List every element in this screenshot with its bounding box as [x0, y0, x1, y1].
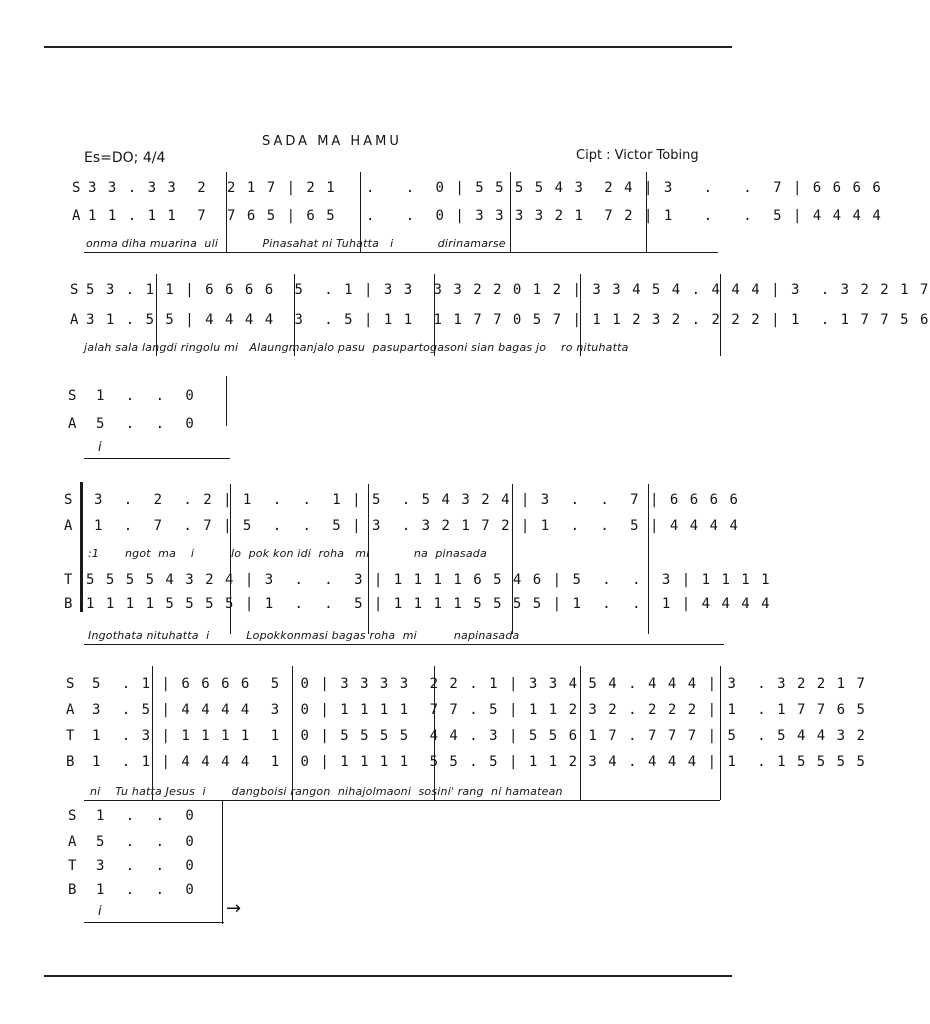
barline	[510, 172, 511, 252]
s-notes: 5 . 1 | 6 6 6 6 5 0 | 3 3 3 3 2 2 . 1 | 3 3 4 5 4 . 4 4 4 | 3 . 3 2 2 1 7	[92, 676, 867, 692]
barline	[434, 274, 435, 356]
b-label: B	[66, 754, 76, 770]
a-notes: 5 . . 0	[96, 834, 196, 850]
s-label: S	[72, 180, 82, 196]
lyrics-line-upper: :1 ngot ma i lo pok kon idi roha mi na pinasada	[88, 547, 487, 560]
barline	[360, 172, 361, 252]
s-notes: 1 . . 0	[96, 388, 196, 404]
final-barline	[226, 376, 227, 426]
top-rule	[44, 46, 732, 48]
barline	[720, 274, 721, 356]
a-notes: 3 1 . 5 5 | 4 4 4 4 3 . 5 | 1 1 1 1 7 7 0 5 7 | 1 1 2 3 2 . 2 2 2 | 1 . 1 7 7 5 6	[86, 312, 930, 328]
s-notes: 3 . 2 . 2 | 1 . . 1 | 5 . 5 4 3 2 4 | 3 . . 7 | 6 6 6 6	[94, 492, 740, 508]
system-underline	[84, 458, 230, 459]
s-label: S	[66, 676, 76, 692]
lyrics-line: Ingothata nituhatta i Lopokkonmasi bagas roha mi napinasada	[88, 629, 520, 642]
a-notes: 1 . 7 . 7 | 5 . . 5 | 3 . 3 2 1 7 2 | 1 . . 5 | 4 4 4 4	[94, 518, 740, 534]
barline	[648, 484, 649, 634]
system-underline	[84, 800, 720, 801]
barline	[156, 274, 157, 356]
barline	[292, 666, 293, 800]
b-notes: 1 1 1 1 5 5 5 5 | 1 . . 5 | 1 1 1 1 5 5 5 5 | 1 . . 1 | 4 4 4 4	[86, 596, 772, 612]
barline	[152, 666, 153, 800]
barline	[720, 666, 721, 800]
s-label: S	[70, 282, 80, 298]
lyrics-line: onma diha muarina uli Pinasahat ni Tuhatta i dirinamarse	[86, 237, 506, 250]
b-label: B	[64, 596, 74, 612]
t-notes: 1 . 3 | 1 1 1 1 1 0 | 5 5 5 5 4 4 . 3 | 5 5 6 1 7 . 7 7 7 | 5 . 5 4 4 3 2	[92, 728, 867, 744]
barline	[434, 666, 435, 800]
barline	[580, 666, 581, 800]
a-notes: 3 . 5 | 4 4 4 4 3 0 | 1 1 1 1 7 7 . 5 | 1 1 2 3 2 . 2 2 2 | 1 . 1 7 7 6 5	[92, 702, 867, 718]
a-label: A	[68, 834, 78, 850]
s-label: S	[68, 388, 78, 404]
system-bracket	[80, 482, 83, 612]
s-notes: 3 3 . 3 3 2 2 1 7 | 2 1 . . 0 | 5 5 5 5 4 3 2 4 | 3 . . 7 | 6 6 6 6	[88, 180, 883, 196]
t-label: T	[64, 572, 74, 588]
lyrics-line: ni Tu hatta Jesus i dangboisi rangon nihajolmaoni sosiniꜝ rang ni hamatean	[90, 785, 563, 798]
a-notes: 5 . . 0	[96, 416, 196, 432]
system-underline	[84, 922, 224, 923]
t-label: T	[66, 728, 76, 744]
composer: Cipt : Victor Tobing	[576, 148, 699, 163]
song-title: SADA MA HAMU	[262, 134, 402, 149]
s-label: S	[64, 492, 74, 508]
t-notes: 5 5 5 5 4 3 2 4 | 3 . . 3 | 1 1 1 1 6 5 4 6 | 5 . . 3 | 1 1 1 1	[86, 572, 772, 588]
barline	[646, 172, 647, 252]
a-notes: 1 1 . 1 1 7 7 6 5 | 6 5 . . 0 | 3 3 3 3 2 1 7 2 | 1 . . 5 | 4 4 4 4	[88, 208, 883, 224]
barline	[368, 484, 369, 634]
b-notes: 1 . . 0	[96, 882, 196, 898]
s-label: S	[68, 808, 78, 824]
t-label: T	[68, 858, 78, 874]
bottom-rule	[44, 975, 732, 977]
a-label: A	[72, 208, 82, 224]
s-notes: 1 . . 0	[96, 808, 196, 824]
a-label: A	[66, 702, 76, 718]
continue-arrow-icon: →	[226, 898, 242, 919]
barline	[580, 274, 581, 356]
lyrics-line: jalah sala langdi ringolu mi Alaungmanjalo pasu pasupartogasoni sian bagas jo ro nituhatta	[84, 341, 629, 354]
lyrics-line: i	[98, 440, 102, 455]
barline	[226, 172, 227, 252]
b-label: B	[68, 882, 78, 898]
key-signature: Es=DO; 4/4	[84, 150, 166, 166]
barline	[230, 484, 231, 634]
a-label: A	[68, 416, 78, 432]
s-notes: 5 3 . 1 1 | 6 6 6 6 5 . 1 | 3 3 3 3 2 2 0 1 2 | 3 3 4 5 4 . 4 4 4 | 3 . 3 2 2 1 7	[86, 282, 930, 298]
b-notes: 1 . 1 | 4 4 4 4 1 0 | 1 1 1 1 5 5 . 5 | 1 1 2 3 4 . 4 4 4 | 1 . 1 5 5 5 5	[92, 754, 867, 770]
lyrics-line: i	[98, 904, 102, 919]
barline	[294, 274, 295, 356]
system-underline	[84, 252, 718, 253]
barline	[512, 484, 513, 634]
a-label: A	[70, 312, 80, 328]
a-label: A	[64, 518, 74, 534]
system-underline	[84, 644, 724, 645]
t-notes: 3 . . 0	[96, 858, 196, 874]
final-barline	[222, 800, 223, 924]
